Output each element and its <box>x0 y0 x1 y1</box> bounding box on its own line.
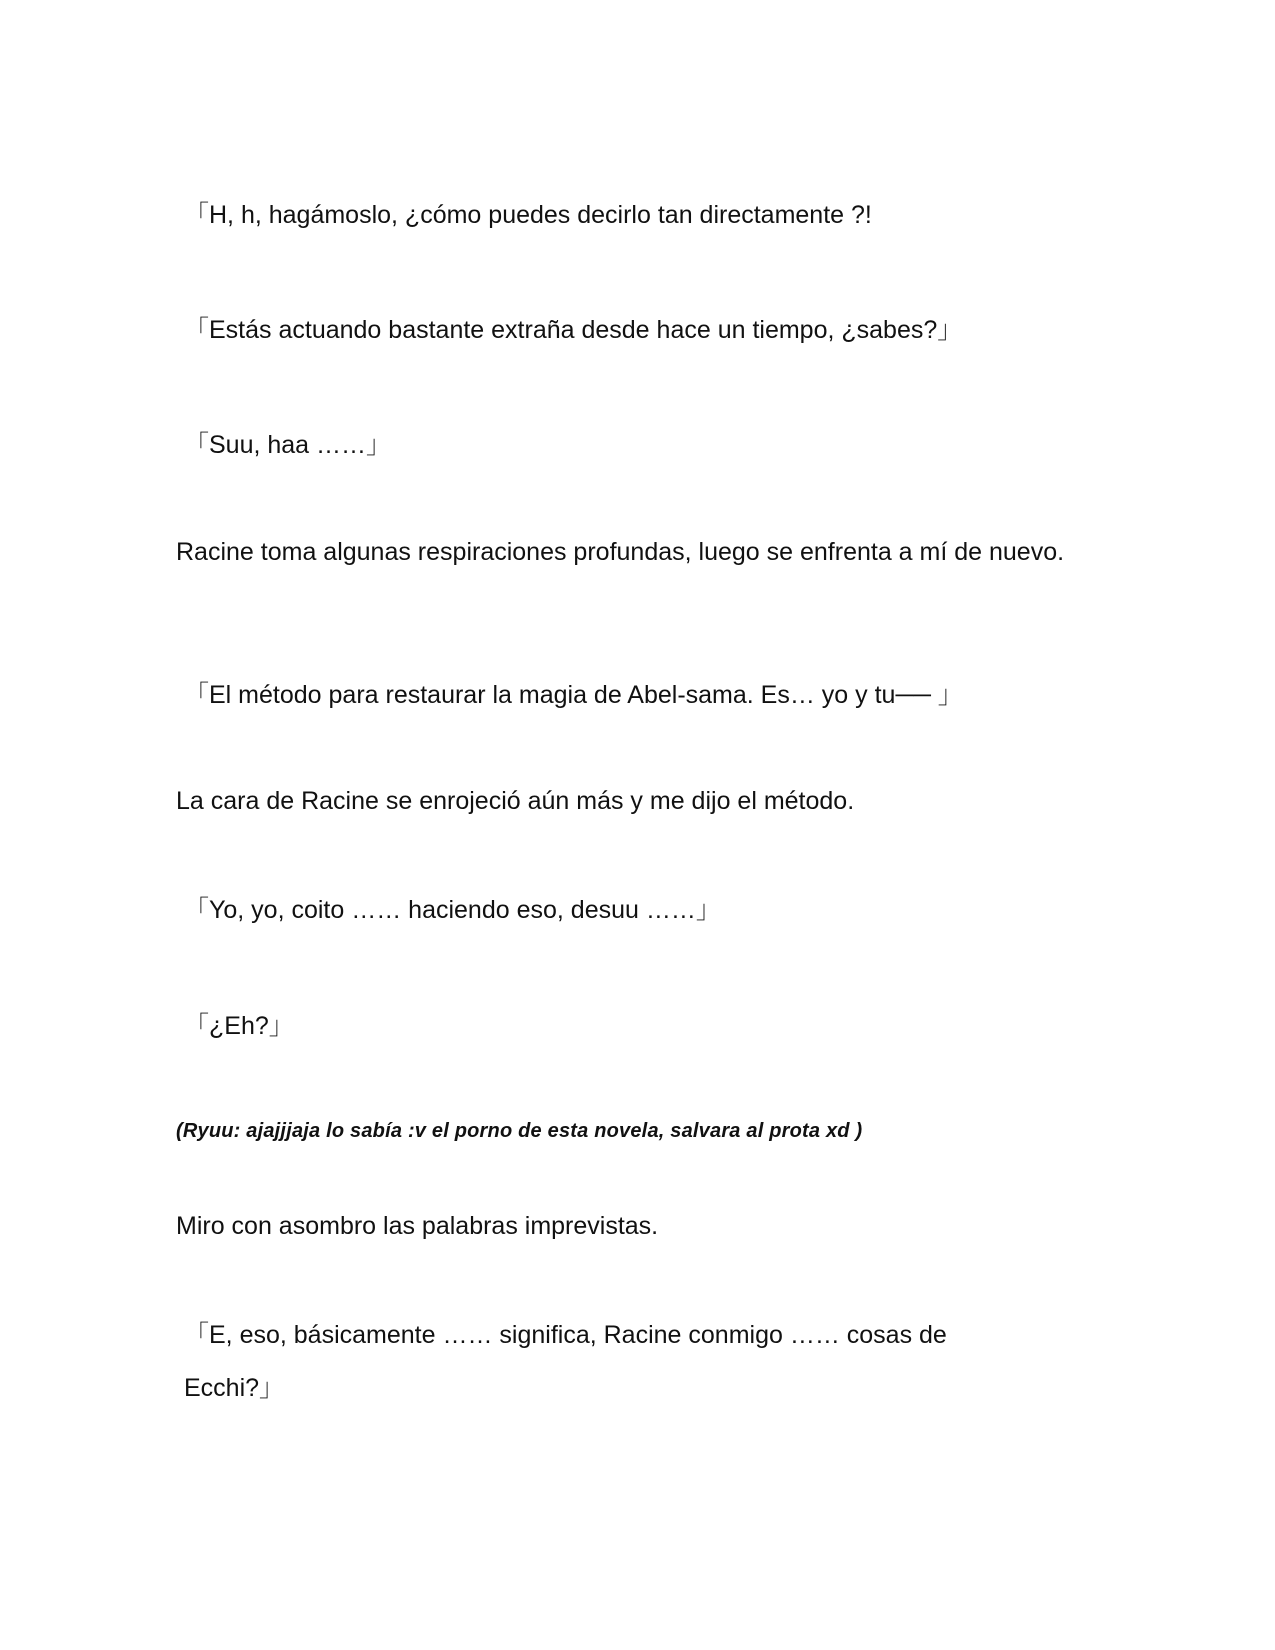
dialogue-line: 「Estás actuando bastante extraña desde hace un tiempo, ¿sabes?」 <box>184 316 963 344</box>
translator-note: (Ryuu: ajajjjaja lo sabía :v el porno de esta novela, salvara al prota xd ) <box>176 1120 863 1142</box>
dialogue-line: 「Yo, yo, coito …… haciendo eso, desuu ……」 <box>184 896 721 924</box>
narration-paragraph: Racine toma algunas respiraciones profundas, luego se enfrenta a mí de nuevo. <box>176 538 1065 566</box>
narration-paragraph: La cara de Racine se enrojeció aún más y me dijo el método. <box>176 787 855 815</box>
dialogue-line: 「El método para restaurar la magia de Abel-sama. Es… yo y tu── 」 <box>184 681 963 709</box>
dialogue-line: 「Suu, haa ……」 <box>184 431 392 459</box>
dialogue-line: 「H, h, hagámoslo, ¿cómo puedes decirlo tan directamente ?! <box>184 201 872 229</box>
dialogue-line: 「¿Eh?」 <box>184 1012 294 1040</box>
dialogue-line: 「E, eso, básicamente …… significa, Racine conmigo …… cosas de Ecchi?」 <box>184 1321 954 1402</box>
narration-paragraph: Miro con asombro las palabras imprevistas. <box>176 1212 659 1240</box>
